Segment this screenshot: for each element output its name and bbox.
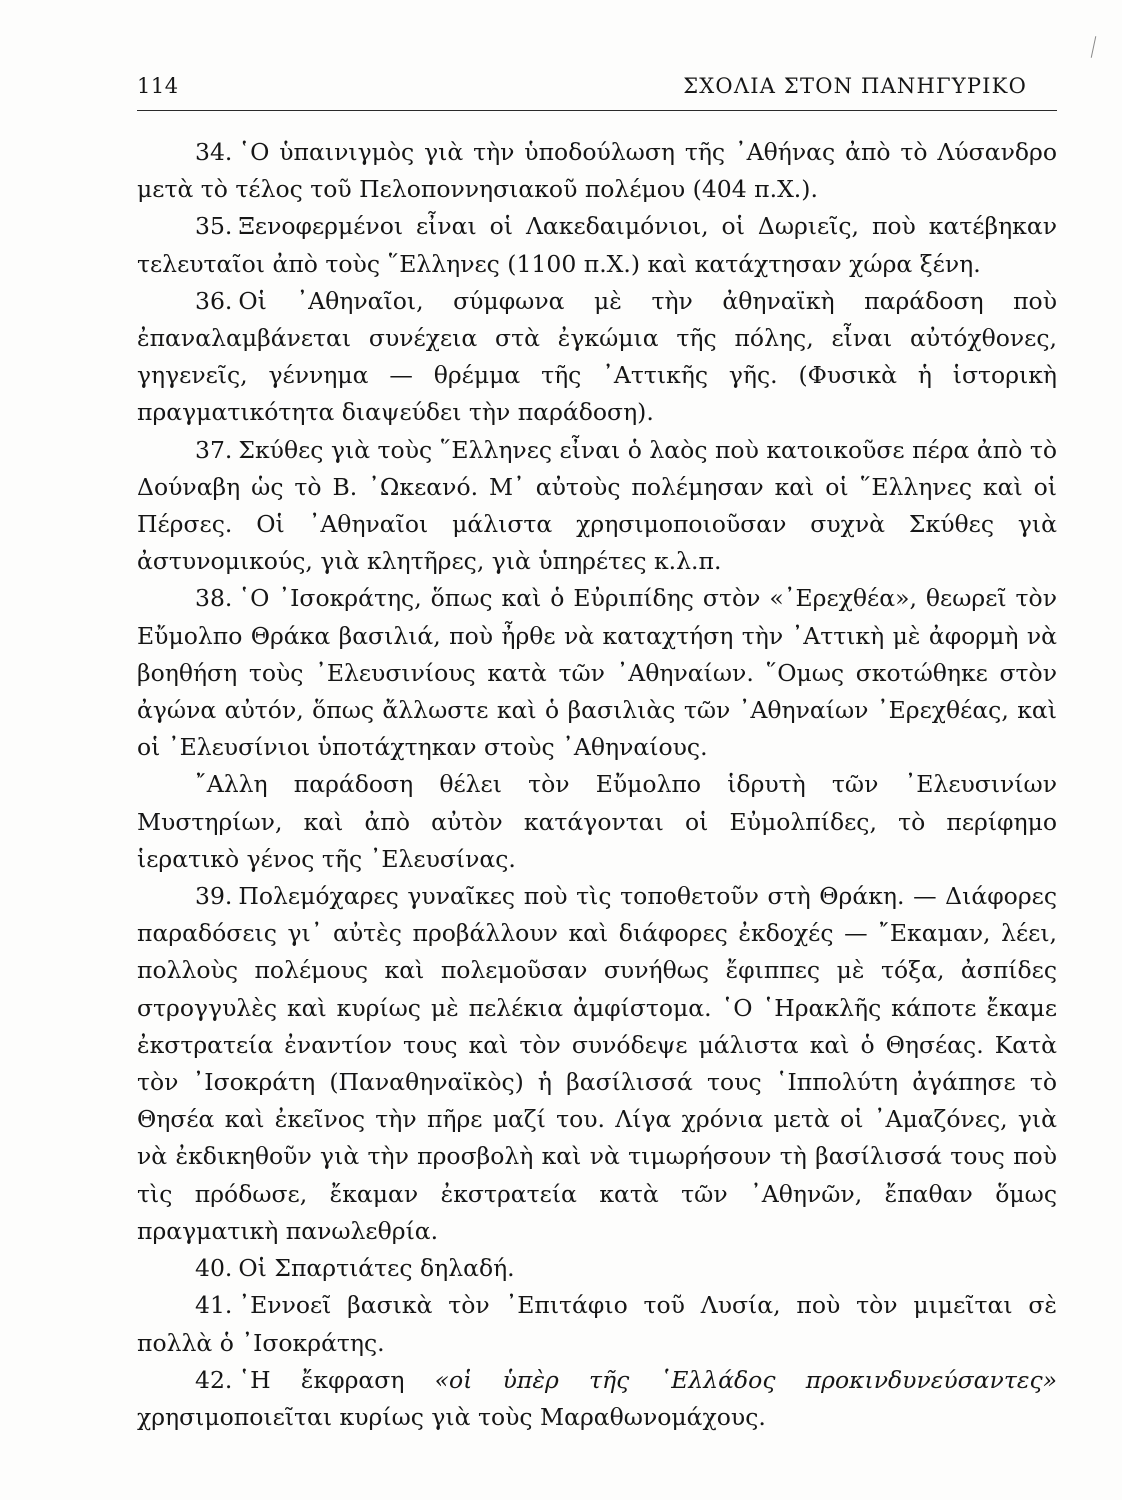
note-text: ῎Αλλη παράδοση θέλει τὸν Εὔμολπο ἱδρυτὴ τῶν ᾿Ελευσινίων Μυστηρίων, καὶ ἀπὸ αὐτὸν κατάγονται οἱ Εὐμολπίδες, τὸ περίφημο ἱερατικὸ γένος τῆς ᾿Ελευσίνας. <box>137 770 1057 873</box>
note-38-continuation <box>137 766 1057 878</box>
note-40 <box>137 1250 1057 1287</box>
note-36 <box>137 283 1057 432</box>
note-text: ῾Ο ᾿Ισοκράτης, ὅπως καὶ ὁ Εὐριπίδης στὸν «᾿Ερεχθέα», θεωρεῖ τὸν Εὔμολπο Θράκα βασιλιά, ποὺ ἦρθε νὰ καταχτήση τὴν ᾿Αττικὴ μὲ ἀφορμὴ νὰ βοηθήση τοὺς ᾿Ελευσινίους κατὰ τῶν ᾿Αθηναίων. ῞Ομως σκοτώθηκε στὸν ἀγώνα αὐτόν, ὅπως ἄλλωστε καὶ ὁ βασιλιὰς τῶν ᾿Αθηναίων ᾿Ερεχθέας, καὶ οἱ ᾿Ελευσίνιοι ὑποτάχτηκαν στοὺς ᾿Αθηναίους. <box>137 584 1057 762</box>
note-35 <box>137 208 1057 282</box>
note-number: 40. <box>195 1254 233 1283</box>
note-text: χρησιμοποιεῖται κυρίως γιὰ τοὺς Μαραθωνομάχους. <box>137 1402 766 1431</box>
note-text: Οἱ Σπαρτιάτες δηλαδή. <box>238 1254 515 1283</box>
note-42 <box>137 1362 1057 1436</box>
note-38 <box>137 580 1057 766</box>
note-number: 34. <box>195 138 233 166</box>
note-34 <box>137 134 1057 208</box>
note-text: Οἱ ᾿Αθηναῖοι, σύμφωνα μὲ τὴν ἀθηναϊκὴ παράδοση ποὺ ἐπαναλαμβάνεται συνέχεια στὰ ἐγκώμια τῆς πόλης, εἶναι αὐτόχθονες, γηγενεῖς, γέννημα — θρέμμα τῆς ᾿Αττικῆς γῆς. (Φυσικὰ ἡ ἱστορικὴ πραγματικότητα διαψεύδει τὴν παράδοση). <box>137 286 1057 427</box>
note-number: 41. <box>195 1291 233 1320</box>
note-number: 38. <box>195 584 233 613</box>
running-title: ΣΧΟΛΙΑ ΣΤΟΝ ΠΑΝΗΓΥΡΙΚΟ <box>683 74 1027 98</box>
note-text: ῾Ο ὑπαινιγμὸς γιὰ τὴν ὑποδούλωση τῆς ᾿Αθήνας ἀπὸ τὸ Λύσανδρο μετὰ τὸ τέλος τοῦ Πελοποννησιακοῦ πολέμου (404 π.Χ.). <box>137 138 1057 204</box>
note-quoted-phrase: «οἱ ὑπὲρ τῆς ῾Ελλάδος προκινδυνεύσαντες» <box>434 1365 1057 1394</box>
note-number: 42. <box>195 1365 233 1394</box>
note-number: 39. <box>195 882 233 911</box>
note-number: 35. <box>195 212 233 241</box>
page-header <box>137 70 1057 111</box>
note-41 <box>137 1287 1057 1361</box>
page-number: 114 <box>137 74 179 98</box>
note-text: Σκύθες γιὰ τοὺς ῞Ελληνες εἶναι ὁ λαὸς ποὺ κατοικοῦσε πέρα ἀπὸ τὸ Δούναβη ὡς τὸ Β. ᾿Ωκεανό. Μ᾿ αὐτοὺς πολέμησαν καὶ οἱ ῞Ελληνες καὶ οἱ Πέρσες. Οἱ ᾿Αθηναῖοι μάλιστα χρησιμοποιοῦσαν συχνὰ Σκύθες γιὰ ἀστυνομικούς, γιὰ κλητῆρες, γιὰ ὑπηρέτες κ.λ.π. <box>137 435 1057 576</box>
note-number: 37. <box>195 435 233 464</box>
note-text: Πολεμόχαρες γυναῖκες ποὺ τὶς τοποθετοῦν στὴ Θράκη. — Διάφορες παραδόσεις γι᾿ αὐτὲς προβάλλουν καὶ διάφορες ἐκδοχές — ῎Εκαμαν, λέει, πολλοὺς πολέμους καὶ πολεμοῦσαν συνήθως ἔφιππες μὲ τόξα, ἀσπίδες στρογγυλὲς καὶ κυρίως μὲ πελέκια ἀμφίστομα. ῾Ο ῾Ηρακλῆς κάποτε ἔκαμε ἐκστρατεία ἐναντίον τους καὶ τὸν συνόδεψε μάλιστα καὶ ὁ Θησέας. Κατὰ τὸν ᾿Ισοκράτη (Παναθηναϊκὸς) ἡ βασίλισσά τους ῾Ιππολύτη ἀγάπησε τὸ Θησέα καὶ ἐκεῖνος τὴν πῆρε μαζί του. Λίγα χρόνια μετὰ οἱ ᾿Αμαζόνες, γιὰ νὰ ἐκδικηθοῦν γιὰ τὴν προσβολὴ καὶ νὰ τιμωρήσουν τὴ βασίλισσά τους ποὺ τὶς πρόδωσε, ἔκαμαν ἐκστρατεία κατὰ τῶν ᾿Αθηνῶν, ἔπαθαν ὅμως πραγματικὴ πανωλεθρία. <box>137 882 1057 1245</box>
note-37 <box>137 432 1057 581</box>
note-number: 36. <box>195 286 233 315</box>
margin-pencil-mark <box>1091 36 1097 58</box>
note-39 <box>137 878 1057 1250</box>
note-text: ᾿Εννοεῖ βασικὰ τὸν ᾿Επιτάφιο τοῦ Λυσία, ποὺ τὸν μιμεῖται σὲ πολλὰ ὁ ᾿Ισοκράτης. <box>137 1291 1057 1357</box>
note-text: Ξενοφερμένοι εἶναι οἱ Λακεδαιμόνιοι, οἱ Δωριεῖς, ποὺ κατέβηκαν τελευταῖοι ἀπὸ τοὺς ῞Ελληνες (1100 π.Χ.) καὶ κατάχτησαν χώρα ξένη. <box>137 212 1057 278</box>
note-text: ῾Η ἔκφραση <box>238 1365 435 1394</box>
notes-body <box>137 134 1057 1436</box>
